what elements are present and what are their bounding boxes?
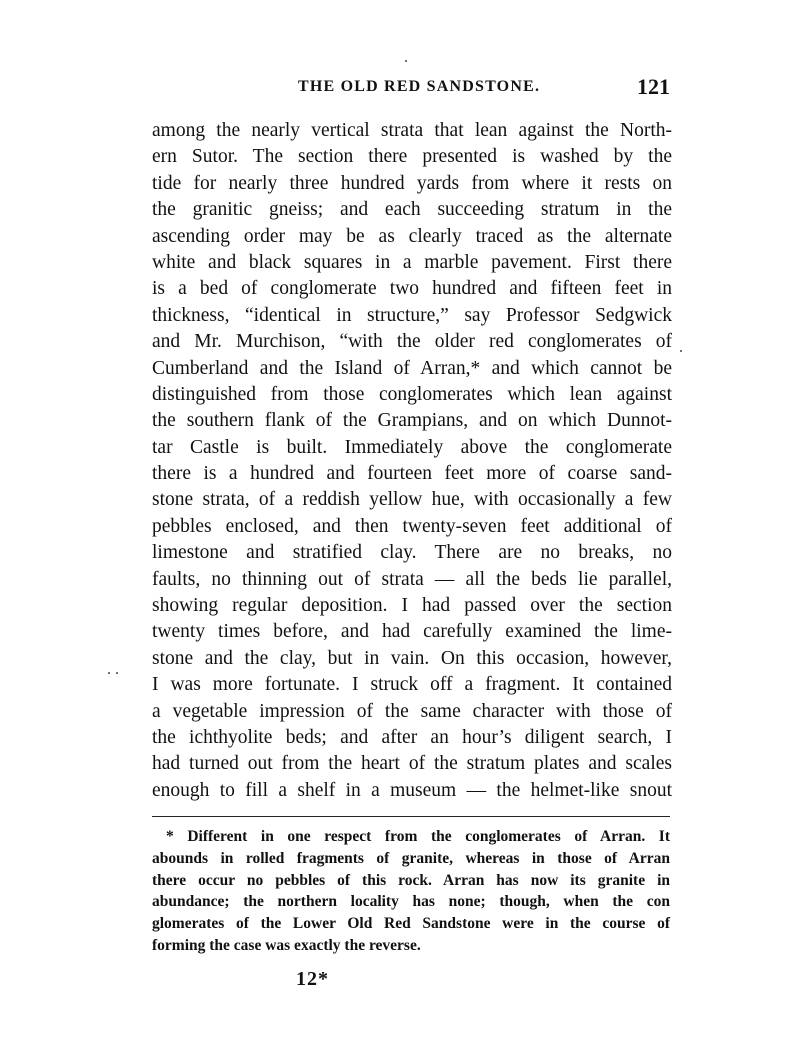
body-line: faults, no thinning out of strata — all the beds lie parallel,: [152, 568, 672, 590]
running-title: THE OLD RED SANDSTONE.: [298, 78, 541, 95]
body-line: stone and the clay, but in vain. On this occasion, however,: [152, 647, 672, 669]
page-header: [150, 72, 670, 102]
body-line: limestone and stratified clay. There are no breaks, no: [152, 542, 672, 564]
print-speck: [116, 672, 118, 674]
body-line: showing regular deposition. I had passed over the section: [152, 595, 672, 617]
body-line: among the nearly vertical strata that lean against the North-: [152, 120, 672, 141]
footnote-line: forming the case was exactly the reverse.: [152, 936, 421, 954]
body-line: stone strata, of a reddish yellow hue, with occasionally a few: [152, 489, 672, 511]
body-line: ern Sutor. The section there presented is washed by the: [152, 146, 672, 168]
body-line: twenty times before, and had carefully examined the lime-: [152, 621, 672, 643]
body-line: a vegetable impression of the same character with those of: [152, 700, 672, 722]
body-line: tide for nearly three hundred yards from where it rests on: [152, 172, 672, 194]
body-line: the ichthyolite beds; and after an hour’s diligent search, I: [152, 726, 672, 748]
body-line: thickness, “identical in structure,” say Professor Sedgwick: [152, 304, 672, 326]
footnote-line: abounds in rolled fragments of granite, whereas in those of Arran: [152, 849, 670, 867]
body-line: Cumberland and the Island of Arran,* and which cannot be: [152, 357, 672, 379]
page-number: 121: [637, 74, 670, 99]
body-line: and Mr. Murchison, “with the older red conglomerates of: [152, 331, 672, 353]
body-line: pebbles enclosed, and then twenty-seven feet additional of: [152, 515, 672, 537]
body-line: distinguished from those conglomerates which lean against: [152, 383, 672, 405]
footnote-line: glomerates of the Lower Old Red Sandstone were in the course of: [152, 915, 670, 933]
body-line: the southern flank of the Grampians, and on which Dunnot-: [152, 410, 672, 432]
footnote-line: * Different in one respect from the conglomerates of Arran. It: [166, 828, 670, 845]
signature-mark: 12*: [296, 968, 329, 990]
body-line: enough to fill a shelf in a museum — the helmet-like snout: [152, 779, 672, 801]
print-speck: [680, 350, 682, 352]
footnote-line: abundance; the northern locality has none; though, when the con: [152, 893, 670, 911]
body-line: ascending order may be as clearly traced as the alternate: [152, 225, 672, 247]
print-speck: [405, 60, 407, 62]
body-line: white and black squares in a marble pavement. First there: [152, 251, 672, 273]
body-text: [152, 118, 672, 804]
footnote-line: there occur no pebbles of this rock. Arran has now its granite in: [152, 871, 670, 889]
footnote-rule: [152, 816, 670, 817]
body-line: is a bed of conglomerate two hundred and fifteen feet in: [152, 278, 672, 300]
body-line: there is a hundred and fourteen feet more of coarse sand-: [152, 463, 672, 485]
body-line: the granitic gneiss; and each succeeding stratum in the: [152, 199, 672, 221]
body-line: I was more fortunate. I struck off a fragment. It contained: [152, 674, 672, 696]
body-line: tar Castle is built. Immediately above the conglomerate: [152, 436, 672, 458]
body-line: had turned out from the heart of the stratum plates and scales: [152, 753, 672, 775]
print-speck: [108, 672, 110, 674]
footnote: [152, 826, 670, 957]
